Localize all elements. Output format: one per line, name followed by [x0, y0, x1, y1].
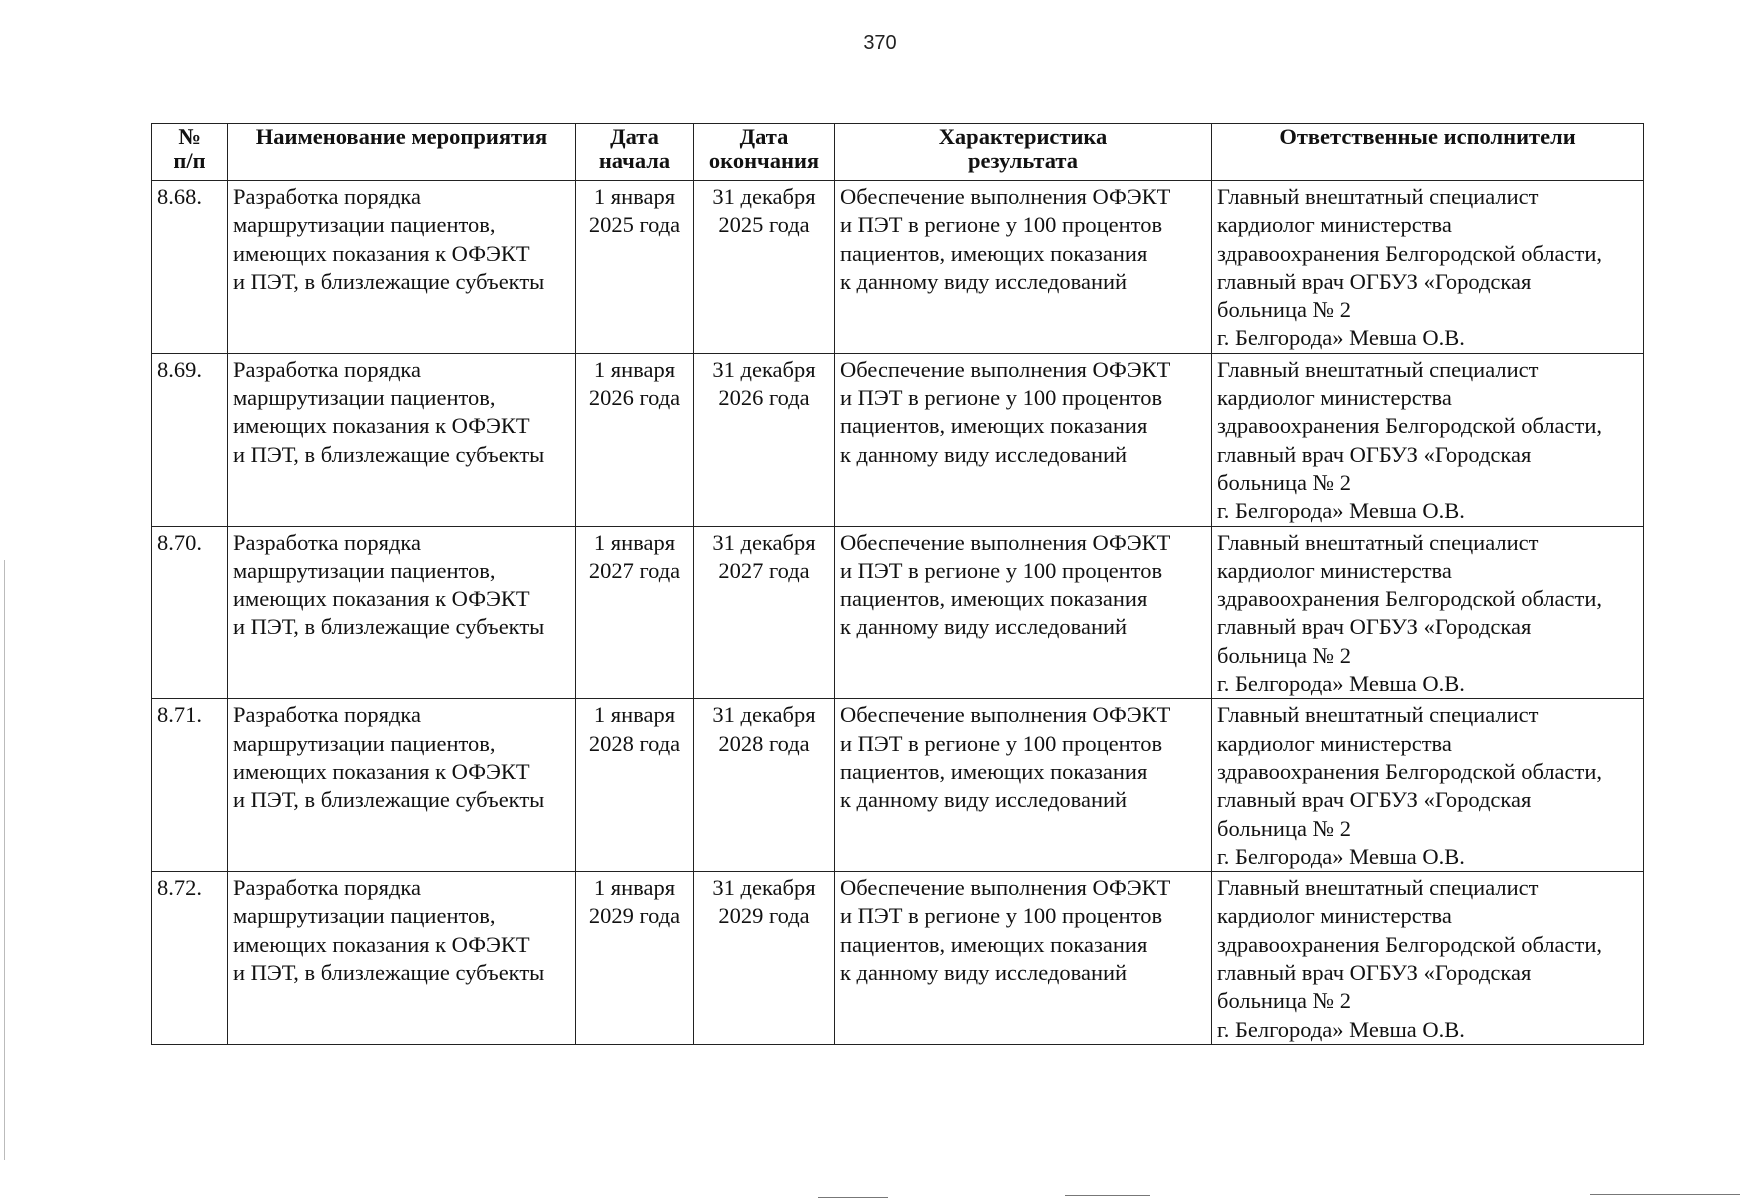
cell-activity-name: Разработка порядка маршрутизации пациентов, имеющих показания к ОФЭКТ и ПЭТ, в близлежащие субъекты — [228, 181, 576, 354]
scan-line-3 — [1590, 1194, 1740, 1195]
cell-result: Обеспечение выполнения ОФЭКТ и ПЭТ в регионе у 100 процентов пациентов, имеющих показания к данному виду исследований — [835, 699, 1212, 872]
cell-end-date: 31 декабря 2026 года — [694, 353, 835, 526]
cell-responsible: Главный внештатный специалист кардиолог министерства здравоохранения Белгородской области, главный врач ОГБУЗ «Городская больница № 2 г. Белгорода» Мевша О.В. — [1212, 181, 1644, 354]
cell-end-date: 31 декабря 2027 года — [694, 526, 835, 699]
cell-start-date: 1 января 2027 года — [576, 526, 694, 699]
table-row — [152, 872, 1644, 1045]
cell-responsible: Главный внештатный специалист кардиолог министерства здравоохранения Белгородской области, главный врач ОГБУЗ «Городская больница № 2 г. Белгорода» Мевша О.В. — [1212, 353, 1644, 526]
cell-result: Обеспечение выполнения ОФЭКТ и ПЭТ в регионе у 100 процентов пациентов, имеющих показания к данному виду исследований — [835, 353, 1212, 526]
cell-activity-name: Разработка порядка маршрутизации пациентов, имеющих показания к ОФЭКТ и ПЭТ, в близлежащие субъекты — [228, 526, 576, 699]
cell-end-date: 31 декабря 2028 года — [694, 699, 835, 872]
activities-table — [151, 123, 1644, 1045]
cell-number: 8.69. — [152, 353, 228, 526]
cell-activity-name: Разработка порядка маршрутизации пациентов, имеющих показания к ОФЭКТ и ПЭТ, в близлежащие субъекты — [228, 872, 576, 1045]
header-result: Характеристика результата — [835, 124, 1212, 181]
cell-responsible: Главный внештатный специалист кардиолог министерства здравоохранения Белгородской области, главный врач ОГБУЗ «Городская больница № 2 г. Белгорода» Мевша О.В. — [1212, 699, 1644, 872]
header-end-date: Дата окончания — [694, 124, 835, 181]
table-row — [152, 353, 1644, 526]
header-activity-name: Наименование мероприятия — [228, 124, 576, 181]
table-row — [152, 526, 1644, 699]
cell-activity-name: Разработка порядка маршрутизации пациентов, имеющих показания к ОФЭКТ и ПЭТ, в близлежащие субъекты — [228, 353, 576, 526]
cell-start-date: 1 января 2029 года — [576, 872, 694, 1045]
scan-line-2 — [1065, 1195, 1150, 1196]
table-header-row — [152, 124, 1644, 181]
cell-result: Обеспечение выполнения ОФЭКТ и ПЭТ в регионе у 100 процентов пациентов, имеющих показания к данному виду исследований — [835, 181, 1212, 354]
cell-number: 8.72. — [152, 872, 228, 1045]
cell-result: Обеспечение выполнения ОФЭКТ и ПЭТ в регионе у 100 процентов пациентов, имеющих показания к данному виду исследований — [835, 526, 1212, 699]
cell-end-date: 31 декабря 2025 года — [694, 181, 835, 354]
cell-responsible: Главный внештатный специалист кардиолог министерства здравоохранения Белгородской области, главный врач ОГБУЗ «Городская больница № 2 г. Белгорода» Мевша О.В. — [1212, 526, 1644, 699]
scan-margin-line — [4, 560, 5, 1160]
header-responsible: Ответственные исполнители — [1212, 124, 1644, 181]
cell-number: 8.70. — [152, 526, 228, 699]
cell-start-date: 1 января 2026 года — [576, 353, 694, 526]
cell-number: 8.68. — [152, 181, 228, 354]
table-row — [152, 699, 1644, 872]
cell-result: Обеспечение выполнения ОФЭКТ и ПЭТ в регионе у 100 процентов пациентов, имеющих показания к данному виду исследований — [835, 872, 1212, 1045]
cell-start-date: 1 января 2025 года — [576, 181, 694, 354]
cell-end-date: 31 декабря 2029 года — [694, 872, 835, 1045]
cell-start-date: 1 января 2028 года — [576, 699, 694, 872]
header-start-date: Дата начала — [576, 124, 694, 181]
scan-line-1 — [818, 1197, 888, 1198]
page-number: 370 — [863, 32, 897, 54]
cell-activity-name: Разработка порядка маршрутизации пациентов, имеющих показания к ОФЭКТ и ПЭТ, в близлежащие субъекты — [228, 699, 576, 872]
cell-responsible: Главный внештатный специалист кардиолог министерства здравоохранения Белгородской области, главный врач ОГБУЗ «Городская больница № 2 г. Белгорода» Мевша О.В. — [1212, 872, 1644, 1045]
header-number: № п/п — [152, 124, 228, 181]
table-row — [152, 181, 1644, 354]
cell-number: 8.71. — [152, 699, 228, 872]
